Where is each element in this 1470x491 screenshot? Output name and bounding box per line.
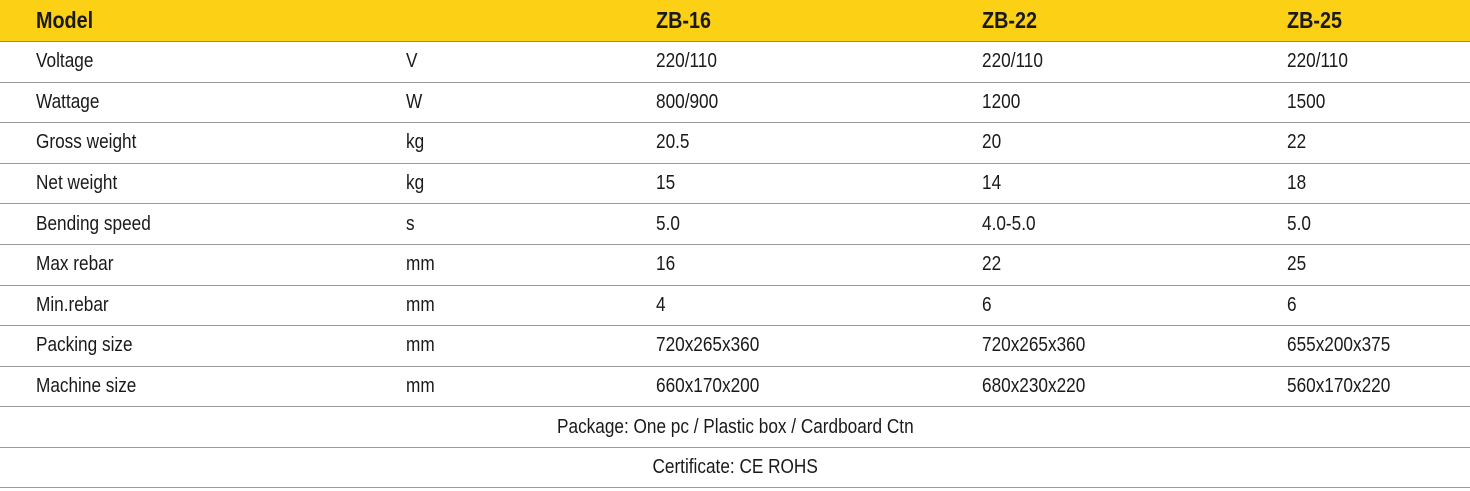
table-row — [0, 326, 1470, 367]
row-value-zb25: 560x170x220 — [1287, 366, 1470, 407]
row-value-zb25: 655x200x375 — [1287, 326, 1470, 367]
row-value-zb22: 4.0-5.0 — [982, 204, 1287, 245]
row-name: Gross weight — [0, 123, 406, 164]
row-value-zb22: 1200 — [982, 82, 1287, 123]
row-name: Packing size — [0, 326, 406, 367]
row-value-zb22: 220/110 — [982, 42, 1287, 83]
row-unit: mm — [406, 326, 656, 367]
row-name: Bending speed — [0, 204, 406, 245]
row-value-zb16: 660x170x200 — [656, 366, 982, 407]
header-unit-spacer — [406, 0, 656, 42]
row-value-zb22: 720x265x360 — [982, 326, 1287, 367]
row-value-zb16: 5.0 — [656, 204, 982, 245]
row-name: Net weight — [0, 163, 406, 204]
row-name: Machine size — [0, 366, 406, 407]
row-value-zb16: 800/900 — [656, 82, 982, 123]
package-text: Package: One pc / Plastic box / Cardboard Ctn — [0, 407, 1470, 448]
row-unit: mm — [406, 244, 656, 285]
row-value-zb25: 220/110 — [1287, 42, 1470, 83]
certificate-text: Certificate: CE ROHS — [0, 447, 1470, 488]
row-unit: V — [406, 42, 656, 83]
package-row — [0, 407, 1470, 448]
table-row — [0, 123, 1470, 164]
row-value-zb16: 720x265x360 — [656, 326, 982, 367]
table-row — [0, 285, 1470, 326]
table-row — [0, 42, 1470, 83]
row-value-zb22: 22 — [982, 244, 1287, 285]
header-model-label: Model — [0, 0, 406, 42]
row-unit: mm — [406, 366, 656, 407]
row-value-zb25: 18 — [1287, 163, 1470, 204]
header-row — [0, 0, 1470, 42]
header-model-3: ZB-25 — [1287, 0, 1470, 42]
header-model-2: ZB-22 — [982, 0, 1287, 42]
row-value-zb16: 220/110 — [656, 42, 982, 83]
table-row — [0, 244, 1470, 285]
row-name: Min.rebar — [0, 285, 406, 326]
row-value-zb16: 20.5 — [656, 123, 982, 164]
certificate-row — [0, 447, 1470, 488]
table-row — [0, 163, 1470, 204]
row-value-zb25: 1500 — [1287, 82, 1470, 123]
row-value-zb22: 20 — [982, 123, 1287, 164]
row-value-zb16: 16 — [656, 244, 982, 285]
row-value-zb16: 15 — [656, 163, 982, 204]
row-value-zb25: 6 — [1287, 285, 1470, 326]
table-row — [0, 82, 1470, 123]
row-name: Wattage — [0, 82, 406, 123]
row-value-zb22: 680x230x220 — [982, 366, 1287, 407]
row-unit: mm — [406, 285, 656, 326]
row-value-zb16: 4 — [656, 285, 982, 326]
header-model-1: ZB-16 — [656, 0, 982, 42]
row-unit: s — [406, 204, 656, 245]
row-name: Voltage — [0, 42, 406, 83]
row-value-zb25: 22 — [1287, 123, 1470, 164]
table-row — [0, 204, 1470, 245]
row-value-zb22: 6 — [982, 285, 1287, 326]
row-value-zb25: 5.0 — [1287, 204, 1470, 245]
row-value-zb22: 14 — [982, 163, 1287, 204]
row-unit: kg — [406, 123, 656, 164]
table-row — [0, 366, 1470, 407]
row-unit: W — [406, 82, 656, 123]
row-value-zb25: 25 — [1287, 244, 1470, 285]
row-unit: kg — [406, 163, 656, 204]
row-name: Max rebar — [0, 244, 406, 285]
